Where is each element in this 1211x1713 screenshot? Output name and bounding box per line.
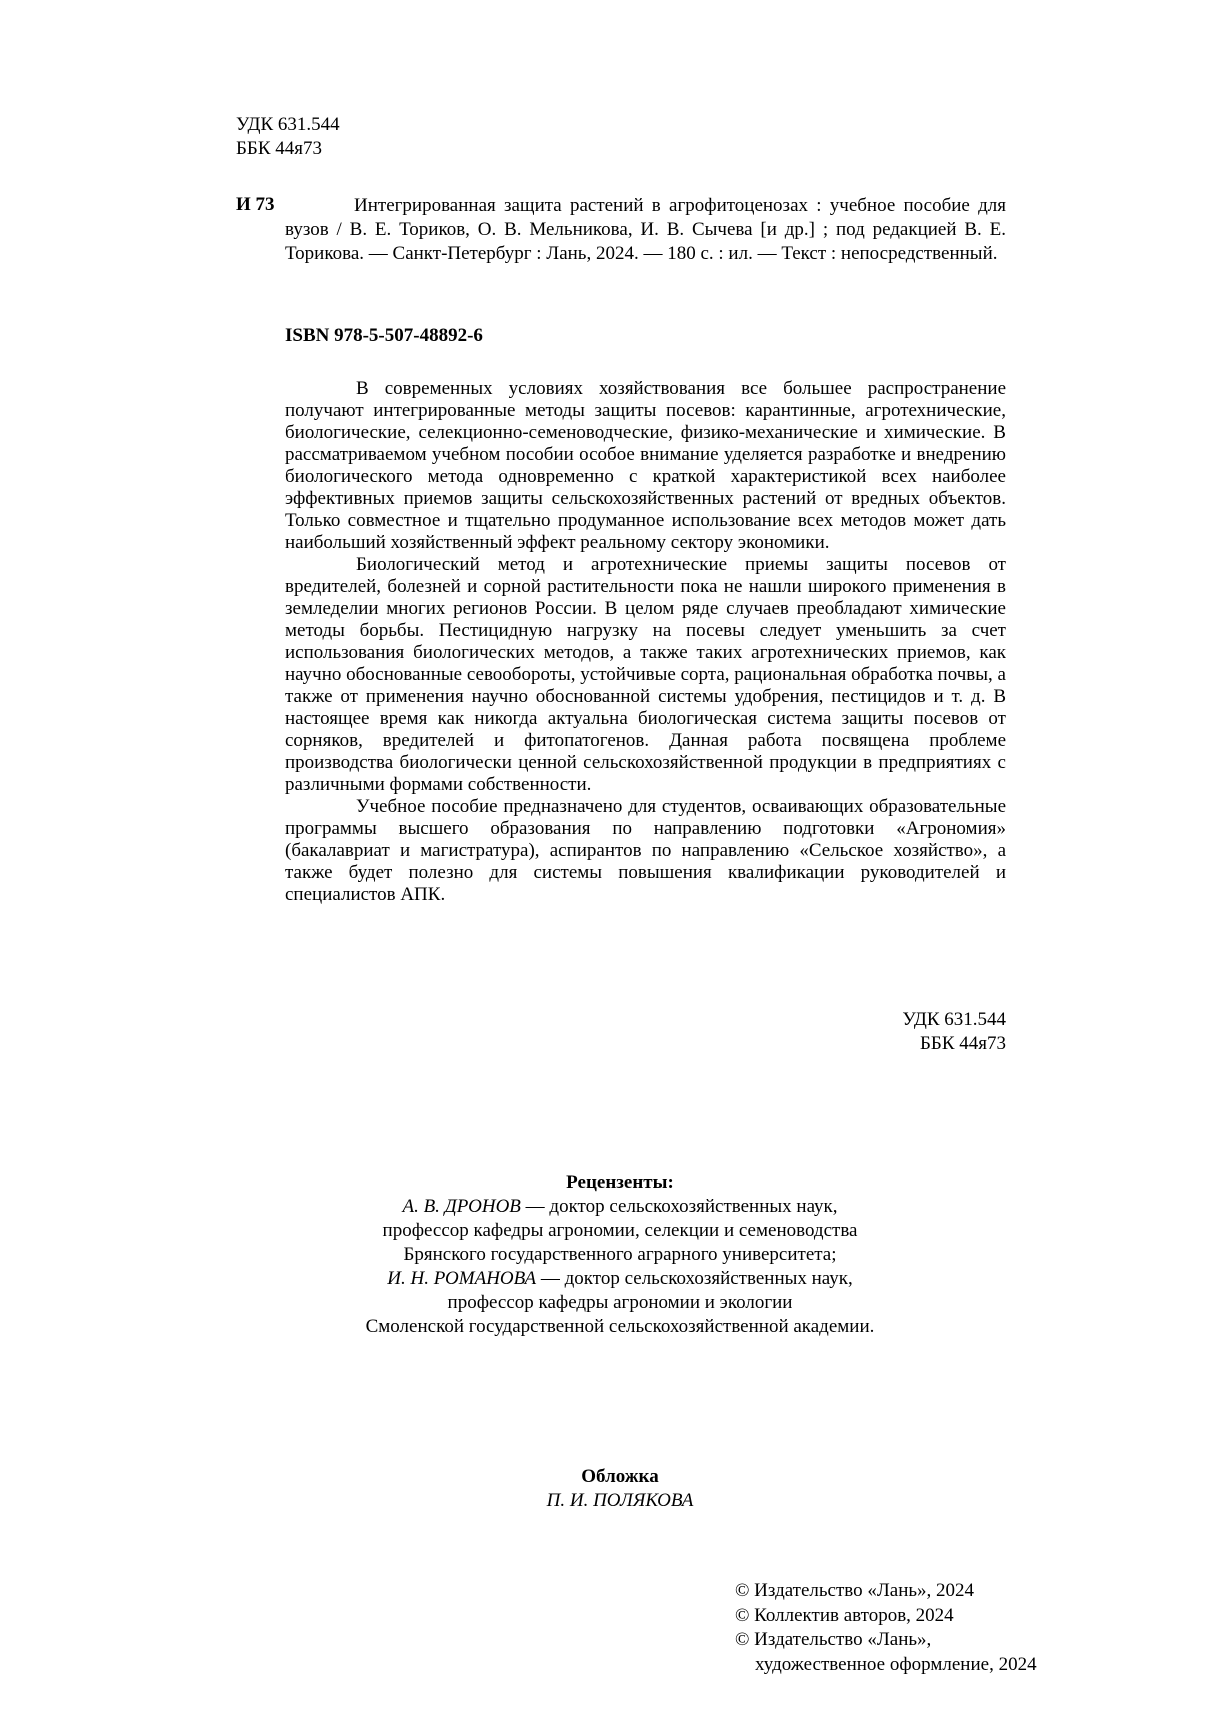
copyright-line-2: © Коллектив авторов, 2024	[735, 1604, 954, 1626]
author-mark: И 73	[236, 194, 275, 215]
copyright-line-1: © Издательство «Лань», 2024	[735, 1580, 975, 1601]
cover-designer: П. И. ПОЛЯКОВА	[546, 1490, 694, 1511]
reviewer-2-line-1	[285, 1267, 955, 1291]
reviewer-1-line-2: профессор кафедры агрономии, селекции и семеноводства	[382, 1220, 858, 1241]
reviewer-2-degree: — доктор сельскохозяйственных наук,	[536, 1268, 853, 1289]
reviewer-2-line-2: профессор кафедры агрономии и экологии	[447, 1292, 793, 1313]
copyright-block	[735, 1579, 1037, 1677]
reviewers-block	[285, 1171, 955, 1339]
udk-code-bottom: УДК 631.544	[902, 1009, 1006, 1030]
reviewer-1-line-3: Брянского государственного аграрного университета;	[403, 1244, 837, 1265]
reviewer-1-line-1	[285, 1195, 955, 1219]
annotation-paragraph-3: Учебное пособие предназначено для студентов, осваивающих образовательные программы высшего образования по направлению подготовки «Агрономия» (бакалавриат и магистратура), аспирантов по направлению «Сельское хозяйство», а также будет полезно для системы повышения квалификации руководителей и специалистов АПК.	[285, 796, 1006, 905]
bbk-code: ББК 44я73	[236, 138, 322, 159]
annotation-paragraph-1: В современных условиях хозяйствования все большее распространение получают интегрированные методы защиты посевов: карантинные, агротехнические, биологические, селекционно-семеноводческие, физико-механические и химические. В рассматриваемом учебном пособии особое внимание уделяется разработке и внедрению биологического метода одновременно с краткой характеристикой всех наиболее эффективных приемов защиты сельскохозяйственных растений от вредных объектов. Только совместное и тщательно продуманное использование всех методов может дать наибольший хозяйственный эффект реальному сектору экономики.	[285, 378, 1006, 553]
reviewer-2-name: И. Н. РОМАНОВА	[387, 1268, 537, 1289]
bibliographic-text: Интегрированная защита растений в агрофитоценозах : учебное пособие для вузов / В. Е. Ториков, О. В. Мельникова, И. В. Сычева [и др.] ; под редакцией В. Е. Торикова. — Санкт-Петербург : Лань, 2024. — 180 с. : ил. — Текст : непосредственный.	[285, 195, 1006, 264]
annotation-paragraph-2: Биологический метод и агротехнические приемы защиты посевов от вредителей, болезней и сорной растительности пока не нашли широкого применения в земледелии многих регионов России. В целом ряде случаев преобладают химические методы борьбы. Пестицидную нагрузку на посевы следует уменьшить за счет использования биологических методов, а также таких агротехнических приемов, как научно обоснованные севообороты, устойчивые сорта, рациональная обработка почвы, а также от применения научно обоснованной системы удобрения, пестицидов и т. д. В настоящее время как никогда актуальна биологическая система защиты посевов от сорняков, вредителей и фитопатогенов. Данная работа посвящена проблеме производства биологически ценной сельскохозяйственной продукции в предприятиях с различными формами собственности.	[285, 554, 1006, 795]
bbk-code-bottom: ББК 44я73	[920, 1033, 1006, 1054]
reviewer-2-line-3: Смоленской государственной сельскохозяйственной академии.	[365, 1316, 875, 1337]
cover-title: Обложка	[581, 1466, 659, 1487]
copyright-line-4: художественное оформление, 2024	[755, 1653, 1037, 1675]
udk-code: УДК 631.544	[236, 114, 340, 135]
udk-bbk-header	[236, 114, 340, 162]
annotation	[285, 378, 1006, 906]
copyright-line-3: © Издательство «Лань»,	[735, 1629, 932, 1650]
reviewer-1-name: А. В. ДРОНОВ	[402, 1196, 521, 1217]
reviewers-title: Рецензенты:	[566, 1172, 674, 1193]
bibliographic-description	[285, 194, 1006, 266]
cover-credit	[285, 1465, 955, 1513]
reviewer-1-degree: — доктор сельскохозяйственных наук,	[520, 1196, 838, 1217]
isbn: ISBN 978-5-507-48892-6	[285, 325, 483, 346]
udk-bbk-footer	[285, 1008, 1006, 1056]
